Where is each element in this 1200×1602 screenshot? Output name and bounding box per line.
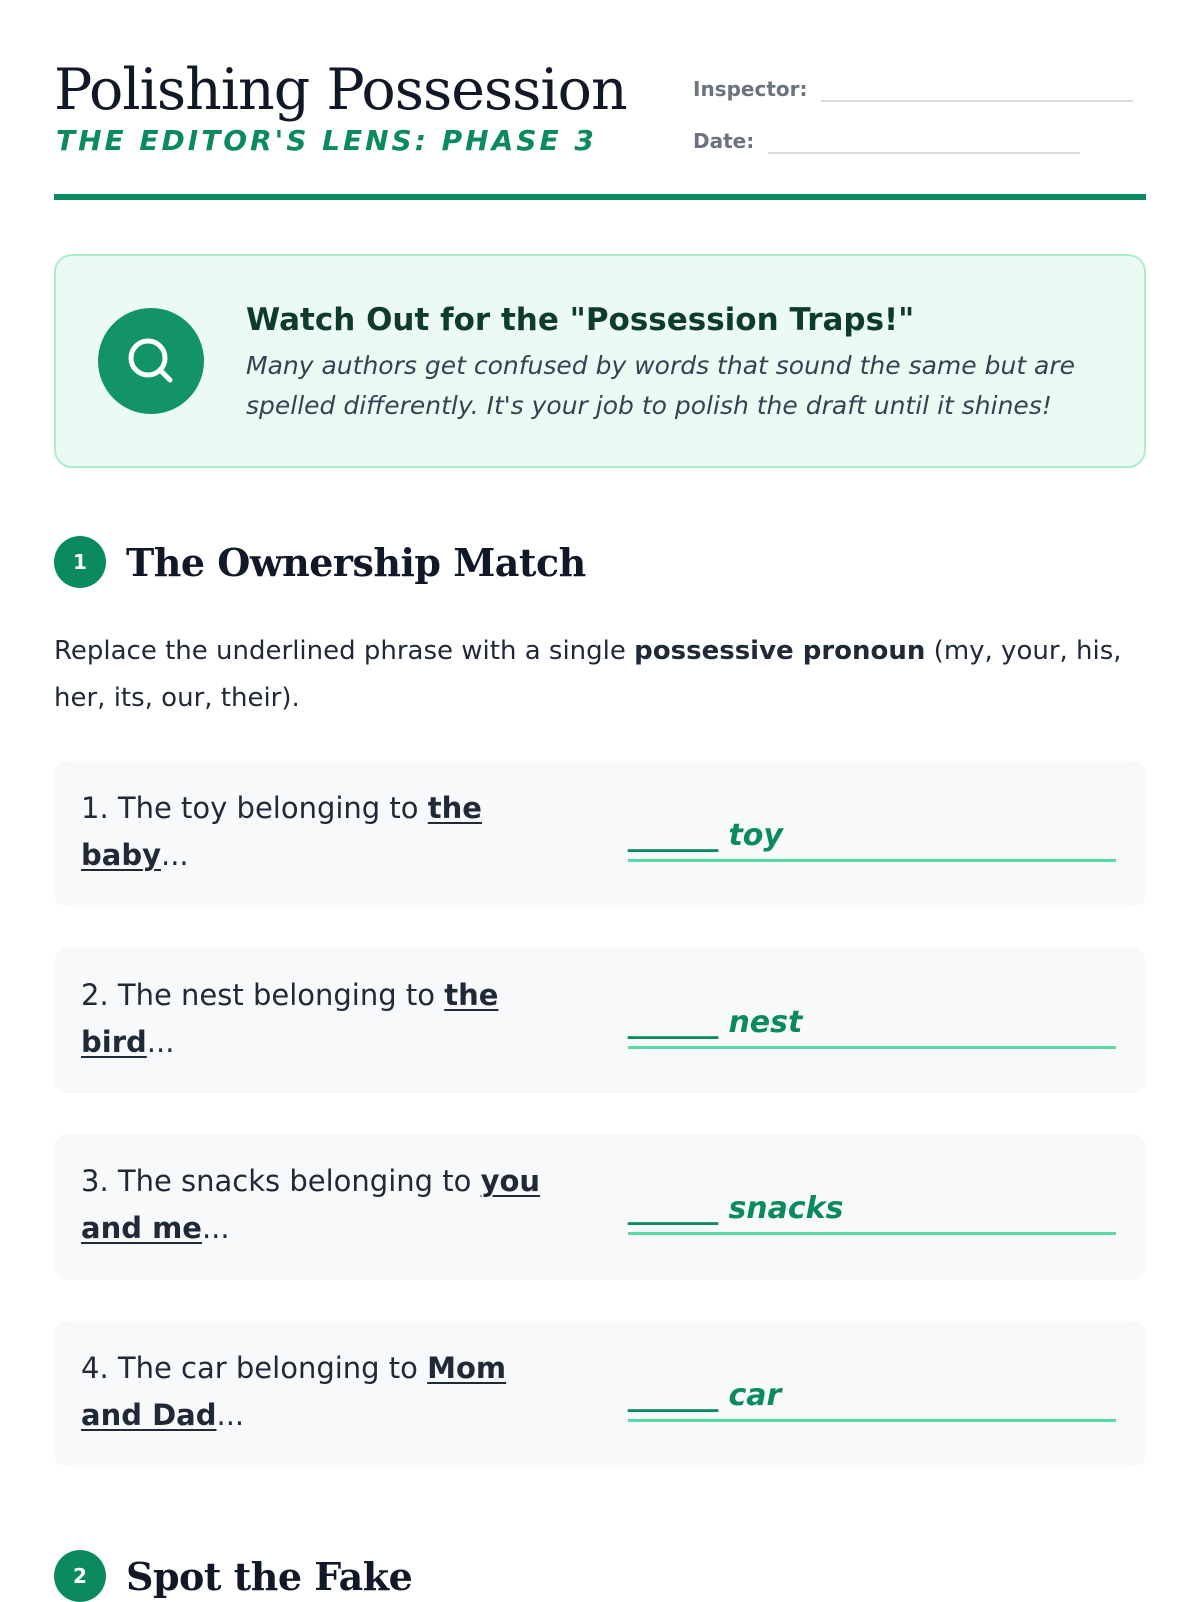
question-text — [81, 1345, 551, 1439]
date-field[interactable] — [768, 128, 1080, 154]
question-card — [54, 1321, 1146, 1467]
question-card — [54, 948, 1146, 1094]
instructions-emphasis: possessive pronoun — [634, 636, 926, 666]
tip-callout — [54, 254, 1146, 468]
section-title: The Ownership Match — [126, 539, 586, 585]
callout-title: Watch Out for the "Possession Traps!" — [246, 302, 915, 338]
inspector-row — [693, 76, 1133, 102]
question-text — [81, 1158, 551, 1252]
question-suffix: ... — [216, 1398, 245, 1432]
question-text — [81, 785, 551, 879]
question-prefix: 3. The snacks belonging to — [81, 1164, 481, 1198]
section-number-badge: 1 — [54, 536, 106, 588]
question-prefix: 2. The nest belonging to — [81, 978, 445, 1012]
question-card — [54, 1134, 1146, 1280]
section-2-heading — [54, 1550, 412, 1602]
page-title: Polishing Possession — [54, 57, 627, 123]
answer-field[interactable]: ______ snacks — [628, 1186, 1116, 1235]
inspector-label: Inspector: — [693, 77, 808, 101]
question-prefix: 4. The car belonging to — [81, 1351, 428, 1385]
question-prefix: 1. The toy belonging to — [81, 791, 428, 825]
date-row — [693, 128, 1080, 154]
underlined-phrase: you and me — [81, 1164, 541, 1245]
underlined-phrase: the bird — [81, 978, 499, 1059]
question-suffix: ... — [201, 1211, 230, 1245]
inspector-field[interactable] — [821, 76, 1133, 102]
section-1-instructions — [54, 628, 1146, 722]
question-card — [54, 761, 1146, 907]
answer-field[interactable]: ______ nest — [628, 1000, 1116, 1049]
header-divider — [54, 194, 1146, 200]
answer-field[interactable]: ______ toy — [628, 813, 1116, 862]
question-suffix: ... — [161, 838, 189, 872]
question-text — [81, 972, 551, 1066]
underlined-phrase: the baby — [81, 791, 482, 872]
underlined-phrase: Mom and Dad — [81, 1351, 507, 1432]
section-1-heading — [54, 536, 586, 588]
magnifier-icon — [98, 308, 204, 414]
date-label: Date: — [693, 129, 755, 153]
question-suffix: ... — [146, 1025, 175, 1059]
section-title: Spot the Fake — [126, 1553, 413, 1599]
instructions-text: Replace the underlined phrase with a single — [54, 636, 635, 666]
answer-field[interactable]: ______ car — [628, 1373, 1116, 1422]
callout-body: Many authors get confused by words that sound the same but are spelled differently. It's your job to polish the draft until it shines! — [246, 351, 1076, 420]
page-subtitle: THE EDITOR'S LENS: PHASE 3 — [56, 124, 597, 157]
instructions-text-end: (my, your, his, her, its, our, their). — [54, 636, 1122, 713]
section-number-badge: 2 — [54, 1550, 106, 1602]
